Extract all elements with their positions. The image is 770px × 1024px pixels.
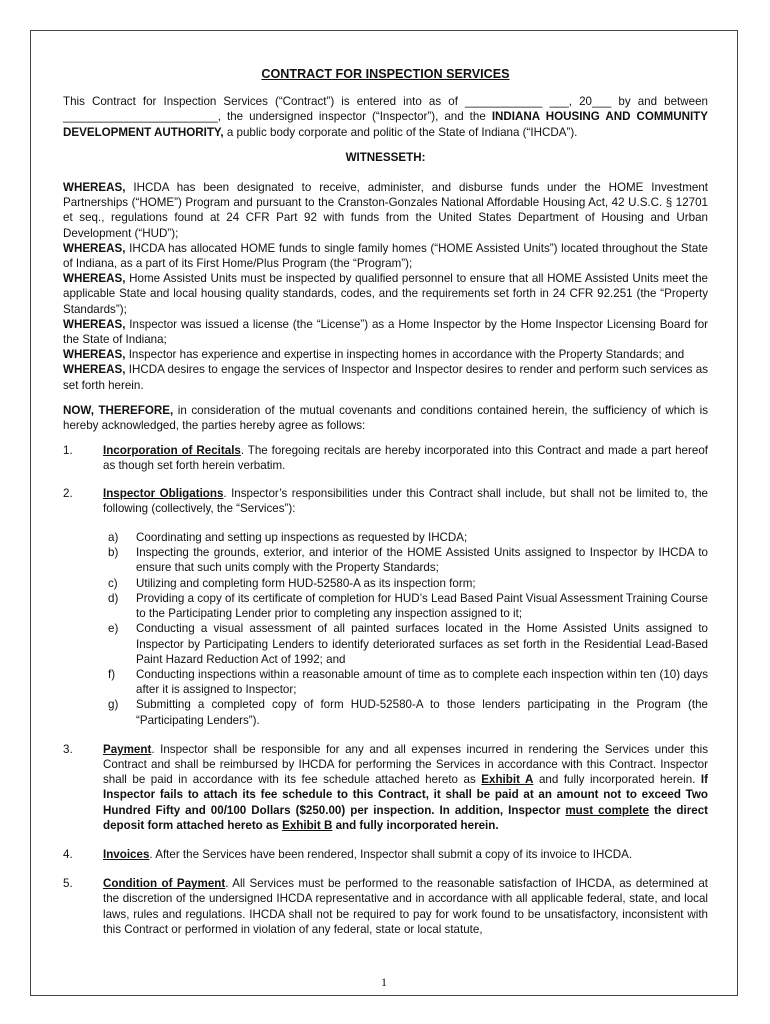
- document-body: [63, 67, 708, 937]
- list-item-text: Providing a copy of its certificate of completion for HUD’s Lead Based Paint Visual Assessment Training Course to the Participating Lender prior to completing any inspection assigned to it;: [136, 591, 708, 621]
- recital-text: Home Assisted Units must be inspected by qualified personnel to ensure that all HOME Assisted Units meet the applicable State and local housing quality standards, codes, and the requirements set forth in 24 CFR 92.251 (the “Property Standards”);: [63, 272, 708, 316]
- now-therefore-text: in consideration of the mutual covenants and conditions contained herein, the sufficiency of which is hereby acknowledged, the parties hereby agree as follows:: [63, 403, 709, 433]
- payment-bold-clause: and fully incorporated herein.: [332, 818, 499, 832]
- services-list: [108, 530, 708, 728]
- section-text: [103, 486, 708, 516]
- recital-text: Inspector was issued a license (the “License”) as a Home Inspector by the Home Inspector Licensing Board for the State of Indiana;: [63, 317, 708, 347]
- list-item-text: Submitting a completed copy of form HUD-52580-A to those lenders participating in the Program (the “Participating Lenders”).: [136, 698, 708, 727]
- list-item-label: c): [108, 576, 118, 590]
- list-item-text: Conducting inspections within a reasonable amount of time as to complete each inspection within ten (10) days after it is assigned to Inspector;: [136, 667, 708, 697]
- intro-text-1: This Contract for Inspection Services (“Contract”) is entered into as of ____________ ___, 20___ by and between ________________________, the undersigned inspector (“Inspector”), and the: [63, 95, 708, 124]
- section-body: . After the Services have been rendered, Inspector shall submit a copy of its invoice to IHCDA.: [149, 847, 633, 861]
- section-heading: Invoices: [103, 847, 150, 861]
- recital: [63, 241, 708, 271]
- must-complete-emphasis: must complete: [565, 803, 649, 817]
- intro-text-2: a public body corporate and politic of the State of Indiana (“IHCDA”).: [223, 125, 578, 139]
- list-item-label: d): [108, 591, 119, 605]
- section-body: and fully incorporated herein.: [533, 773, 701, 787]
- section-heading: Payment: [103, 742, 152, 756]
- recital: [63, 271, 708, 317]
- recital-text: IHCDA desires to engage the services of Inspector and Inspector desires to render and perform such services as set forth herein.: [63, 363, 708, 392]
- section-number: 4.: [63, 847, 73, 861]
- list-item-text: Coordinating and setting up inspections as requested by IHCDA;: [136, 531, 468, 545]
- list-item-text: Conducting a visual assessment of all painted surfaces located in the Home Assisted Units assigned to Inspector by Participating Lenders to identify deteriorated surfaces as set forth in the Residential Lead-Based Paint Hazard Reduction Act of 1992; and: [136, 622, 708, 666]
- list-item-label: a): [108, 531, 119, 545]
- section-body: . Inspector shall be responsible for any and all expenses incurred in rendering the Services under this Contract and shall be reimbursed by IHCDA for performing the Services in accordance with this Contract. Inspector shall be paid in accordance with its fee schedule attached hereto as: [103, 742, 708, 787]
- recital-keyword: WHEREAS,: [63, 317, 126, 331]
- list-item-text: Utilizing and completing form HUD-52580-A as its inspection form;: [136, 576, 476, 590]
- section-4: [63, 847, 708, 862]
- section-body: . Inspector’s responsibilities under this Contract shall include, but shall not be limited to, the following (collectively, the “Services”):: [103, 486, 709, 515]
- payment-bold-clause: If Inspector fails to attach its fee schedule to this Contract, it shall be paid at an amount not to exceed Two Hundred Fifty and 00/100 Dollars ($250.00) per inspection. In addition, Inspector: [103, 773, 709, 817]
- list-item-label: e): [108, 622, 119, 636]
- list-item: [108, 667, 708, 697]
- payment-bold-clause: the direct deposit form attached hereto as: [103, 803, 708, 832]
- witnesseth-heading: WITNESSETH:: [345, 150, 426, 164]
- section-text: [103, 443, 708, 473]
- section-5: [63, 876, 708, 937]
- section-text: [103, 876, 708, 937]
- recitals: [63, 180, 708, 393]
- list-item-label: f): [108, 667, 116, 681]
- document-page: [30, 30, 738, 996]
- section-number: 5.: [63, 877, 73, 891]
- list-item: [108, 591, 708, 621]
- recital-text: IHCDA has been designated to receive, administer, and disburse funds under the HOME Investment Partnerships (“HOME”) Program and pursuant to the Cranston-Gonzales National Affordable Housing Act, 42 U.S.C. § 12701 et seq., regulations found at 24 CFR Part 92 with funds from the United States Department of Housing and Urban Development (“HUD”);: [63, 181, 708, 240]
- section-body: . All Services must be performed to the reasonable satisfaction of IHCDA, as determined at the discretion of the undersigned IHCDA representative and in accordance with all applicable federal, state, and local laws, rules and regulations. IHCDA shall not be required to pay for work found to be unsatisfactory, inconsistent with this Contract or performed in violation of any federal, state or local statute,: [103, 877, 708, 936]
- list-item: [108, 530, 708, 545]
- section-number: 1.: [63, 444, 73, 458]
- section-number: 3.: [63, 742, 73, 756]
- recital-text: IHCDA has allocated HOME funds to single family homes (“HOME Assisted Units”) located throughout the State of Indiana, as a part of its First Home/Plus Program (the “Program”);: [63, 241, 708, 271]
- recital: [63, 347, 708, 362]
- recital: [63, 180, 708, 241]
- now-therefore-keyword: NOW, THEREFORE,: [63, 403, 174, 417]
- list-item-label: b): [108, 546, 119, 560]
- list-item-label: g): [108, 698, 119, 712]
- recital: [63, 317, 708, 347]
- section-text: [103, 742, 708, 833]
- section-text: [103, 847, 708, 862]
- recital-keyword: WHEREAS,: [63, 348, 126, 362]
- list-item-text: Inspecting the grounds, exterior, and interior of the HOME Assisted Units assigned to Inspector by IHCDA to ensure that such units comply with the Property Standards;: [136, 546, 708, 575]
- recital-text: Inspector has experience and expertise in inspecting homes in accordance with the Property Standards; and: [125, 348, 685, 362]
- intro-paragraph: [63, 94, 708, 140]
- section-3: [63, 742, 708, 833]
- section-heading: Incorporation of Recitals: [103, 444, 241, 458]
- section-heading: Condition of Payment: [103, 877, 226, 891]
- document-title: CONTRACT FOR INSPECTION SERVICES: [261, 67, 510, 81]
- recital-keyword: WHEREAS,: [63, 363, 126, 377]
- section-number: 2.: [63, 486, 73, 500]
- section-2: [63, 486, 708, 516]
- exhibit-b-reference: Exhibit B: [282, 818, 333, 832]
- list-item: [108, 545, 708, 575]
- recital-keyword: WHEREAS,: [63, 272, 126, 286]
- recital-keyword: WHEREAS,: [63, 241, 126, 255]
- list-item: [108, 697, 708, 727]
- recital: [63, 362, 708, 392]
- list-item: [108, 576, 708, 591]
- list-item: [108, 621, 708, 667]
- page-number: 1: [381, 975, 387, 989]
- recital-keyword: WHEREAS,: [63, 181, 126, 195]
- now-therefore-paragraph: [63, 403, 708, 433]
- section-body: . The foregoing recitals are hereby incorporated into this Contract and made a part hereof as though set forth herein verbatim.: [103, 444, 708, 473]
- section-heading: Inspector Obligations: [103, 486, 224, 500]
- section-1: [63, 443, 708, 473]
- exhibit-a-reference: Exhibit A: [481, 773, 534, 787]
- ihcda-name: INDIANA HOUSING AND COMMUNITY DEVELOPMENT AUTHORITY,: [63, 110, 708, 139]
